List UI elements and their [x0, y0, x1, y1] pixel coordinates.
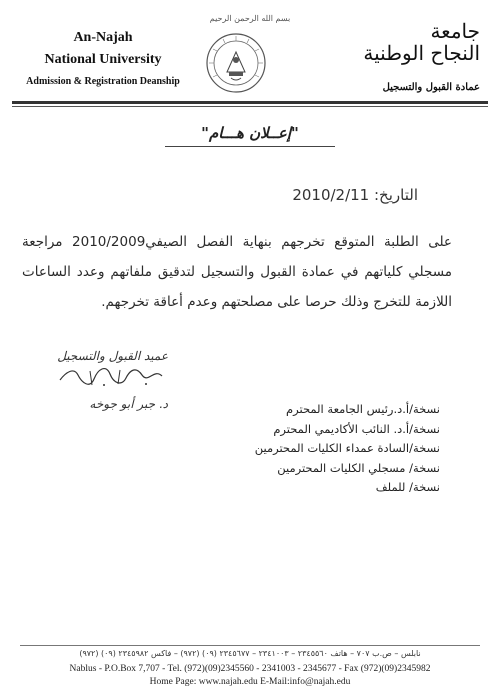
arabic-deanship-name: عمادة القبول والتسجيل [382, 82, 480, 93]
arabic-university-name [320, 20, 480, 64]
signature-block [50, 346, 168, 414]
document-date: التاريخ: 2010/2/11 [292, 186, 418, 204]
footer-web-contact: Home Page: www.najah.edu E-Mail:info@najah.edu [149, 677, 351, 687]
arabic-name-line1: جامعة [430, 19, 480, 43]
header-rule-thick [12, 101, 488, 104]
english-header [18, 30, 188, 87]
footer-rule [20, 645, 480, 646]
copies-list [190, 402, 440, 500]
announcement-underline [165, 146, 335, 147]
university-seal-logo [205, 32, 267, 94]
university-name-line2: National University [44, 52, 162, 67]
university-name-line1: An-Najah [73, 30, 133, 45]
copy-line: نسخة/ للملف [375, 480, 440, 494]
basmala: بسم الله الرحمن الرحيم [209, 14, 291, 23]
copy-line: نسخة/أ.د. النائب الأكاديمي المحترم [273, 421, 440, 436]
deanship-name: Admission & Registration Deanship [26, 76, 180, 87]
handwritten-signature [50, 366, 168, 388]
signatory-name: د. جبر أبو جوخه [89, 397, 168, 411]
footer-english-contact: Nablus - P.O.Box 7,707 - Tel. (972)(09)2345560 - 2341003 - 2345677 - Fax (972)(09)2345982 [69, 664, 431, 674]
arabic-name-line2: النجاح الوطنية [363, 41, 480, 65]
signature-title: عميد القبول والتسجيل [57, 349, 168, 363]
announcement-body: على الطلبة المتوقع تخرجهم بنهاية الفصل الصيفي2010/2009 مراجعة مسجلي كلياتهم في عمادة القبول والتسجيل لتدقيق ملفاتهم وعدد الساعات اللازمة للتخرج وذلك حرصا على مصلحتهم وعدم أعاقة تخرجهم. [22, 234, 452, 310]
copy-line: نسخة/السادة عمداء الكليات المحترمين [254, 441, 440, 455]
footer-arabic-contact: نابلس – ص.ب ٧٠٧ – هاتف ٢٣٤٥٥٦٠ – ٢٣٤١٠٠٣ – ٢٣٤٥٦٧٧ (٠٩) (٩٧٢) – فاكس ٢٣٤٥٩٨٢ (٠٩) (٩٧٢) [79, 649, 421, 658]
header-rule-thin [12, 106, 488, 107]
copy-line: نسخة/أ.د.رئيس الجامعة المحترم [286, 402, 440, 416]
announcement-title: "إعــلان هـــام" [201, 124, 299, 142]
copy-line: نسخة/ مسجلي الكليات المحترمين [277, 460, 440, 475]
